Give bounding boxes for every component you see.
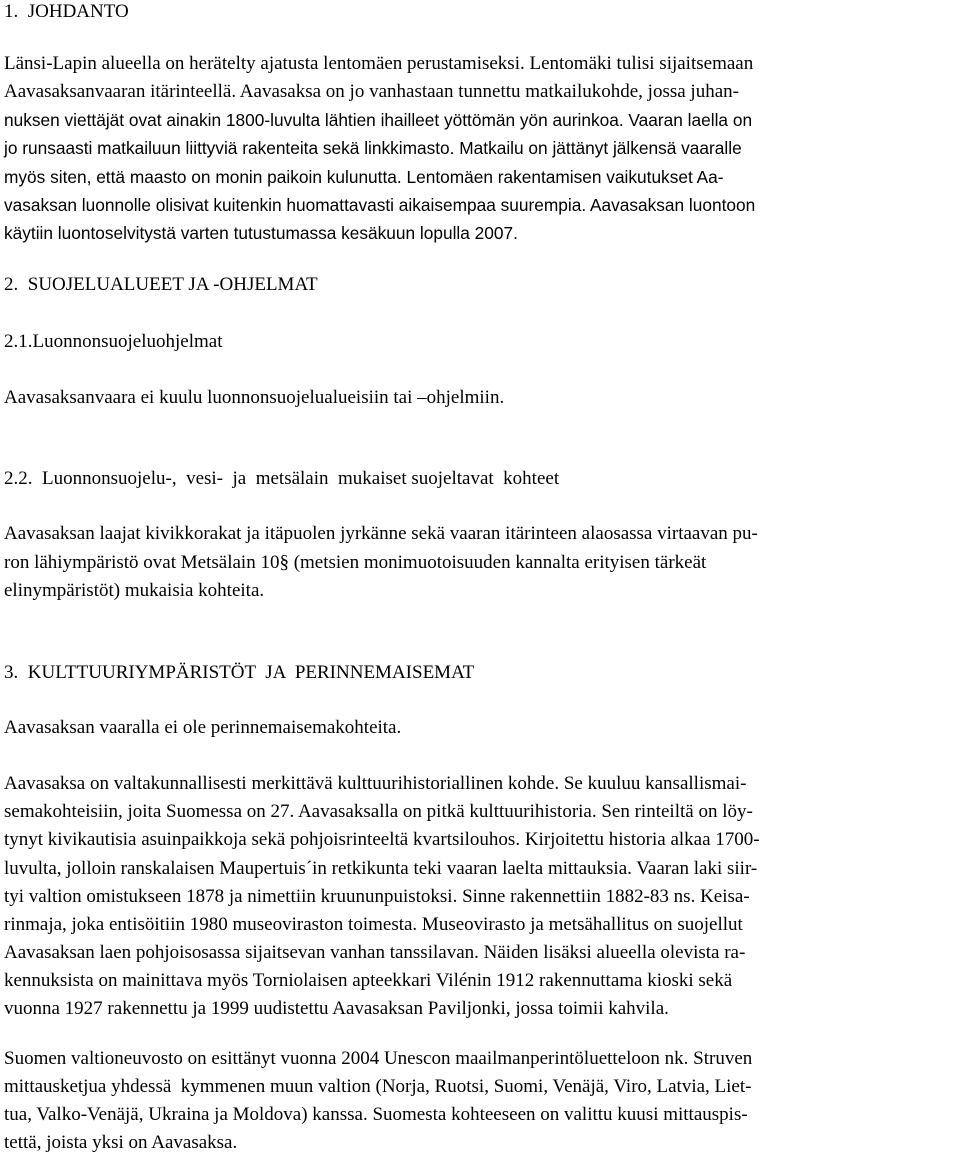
paragraph-line: Aavasaksan vaaralla ei ole perinnemaisemakohteita.: [4, 717, 402, 738]
paragraph-line: elinympäristöt) mukaisia kohteita.: [4, 580, 265, 601]
paragraph-line: Länsi-Lapin alueella on herätelty ajatusta lentomäen perustamiseksi. Lentomäki tulisi sijaitsemaan: [4, 53, 754, 74]
paragraph-line: nuksen viettäjät ovat ainakin 1800-luvulta lähtien ihailleet yöttömän yön aurinkoa. Vaaran laella on: [4, 110, 753, 130]
paragraph-line: vuonna 1927 rakennettu ja 1999 uudistettu Aavasaksan Paviljonki, jossa toimii kahvila.: [4, 998, 669, 1019]
paragraph-line: Aavasaksan laajat kivikkorakat ja itäpuolen jyrkänne sekä vaaran itärinteen alaosassa virtaavan pu-: [4, 523, 758, 544]
paragraph-line: Aavasaksanvaaran itärinteellä. Aavasaksa on jo vanhastaan tunnettu matkailukohde, jossa juhan-: [4, 81, 739, 102]
paragraph-line: myös siten, että maasto on monin paikoin kulunutta. Lentomäen rakentamisen vaikutukset Aa-: [4, 167, 724, 187]
paragraph-line: kennuksista on mainittava myös Torniolaisen apteekkari Vilénin 1912 rakennuttama kioski sekä: [4, 970, 733, 991]
paragraph-line: luvulta, jolloin ranskalaisen Maupertuis´in retkikunta teki vaaran laelta mittauksia. Vaaran laki siir-: [4, 858, 758, 879]
paragraph-line: ron lähiympäristö ovat Metsälain 10§ (metsien monimuotoisuuden kannalta erityisen tärkeät: [4, 552, 707, 573]
subsection-heading-suojeltavat-kohteet: 2.2. Luonnonsuojelu-, vesi- ja metsälain mukaiset suojeltavat kohteet: [4, 468, 560, 489]
paragraph-line: käytiin luontoselvitystä varten tutustumassa kesäkuun lopulla 2007.: [4, 223, 518, 243]
paragraph-line: semakohteisiin, joita Suomessa on 27. Aavasaksalla on pitkä kulttuurihistoria. Sen rinteiltä on löy-: [4, 801, 753, 822]
subsection-heading-luonnonsuojeluohjelmat: 2.1.Luonnonsuojeluohjelmat: [4, 331, 223, 352]
paragraph-line: tua, Valko-Venäjä, Ukraina ja Moldova) kanssa. Suomesta kohteeseen on valittu kuusi mittauspis-: [4, 1104, 748, 1125]
paragraph-line: tynyt kivikautisia asuinpaikkoja sekä pohjoisrinteeltä kvartsilouhos. Kirjoitettu historia alkaa 1700-: [4, 829, 760, 850]
paragraph-line: Aavasaksa on valtakunnallisesti merkittävä kulttuurihistoriallinen kohde. Se kuuluu kansallismai-: [4, 773, 747, 794]
section-heading-kulttuuriymparistot: 3. KULTTUURIYMPÄRISTÖT JA PERINNEMAISEMAT: [4, 662, 475, 683]
paragraph-line: Suomen valtioneuvosto on esittänyt vuonna 2004 Unescon maailmanperintöluetteloon nk. Struven: [4, 1048, 753, 1069]
paragraph-line: Aavasaksan laen pohjoisosassa sijaitsevan vanhan tanssilavan. Näiden lisäksi alueella olevista ra-: [4, 942, 746, 963]
paragraph-line: mittausketjua yhdessä kymmenen muun valtion (Norja, Ruotsi, Suomi, Venäjä, Viro, Latvia, Liet-: [4, 1076, 752, 1097]
section-heading-johdanto: 1. JOHDANTO: [4, 1, 129, 22]
paragraph-line: tettä, joista yksi on Aavasaksa.: [4, 1132, 238, 1153]
section-heading-suojelualueet: 2. SUOJELUALUEET JA -OHJELMAT: [4, 274, 318, 295]
paragraph-line: vasaksan luonnolle olisivat kuitenkin huomattavasti aikaisempaa suurempia. Aavasaksan luontoon: [4, 195, 756, 215]
paragraph-line: jo runsaasti matkailuun liittyviä rakenteita sekä linkkimasto. Matkailu on jättänyt jälkensä vaaralle: [4, 138, 742, 158]
paragraph-line: Aavasaksanvaara ei kuulu luonnonsuojelualueisiin tai –ohjelmiin.: [4, 387, 505, 408]
paragraph-line: tyi valtion omistukseen 1878 ja nimettiin kruununpuistoksi. Sinne rakennettiin 1882-83 ns. Keisa-: [4, 886, 750, 907]
paragraph-line: rinmaja, joka entisöitiin 1980 museoviraston toimesta. Museovirasto ja metsähallitus on suojellut: [4, 914, 743, 935]
